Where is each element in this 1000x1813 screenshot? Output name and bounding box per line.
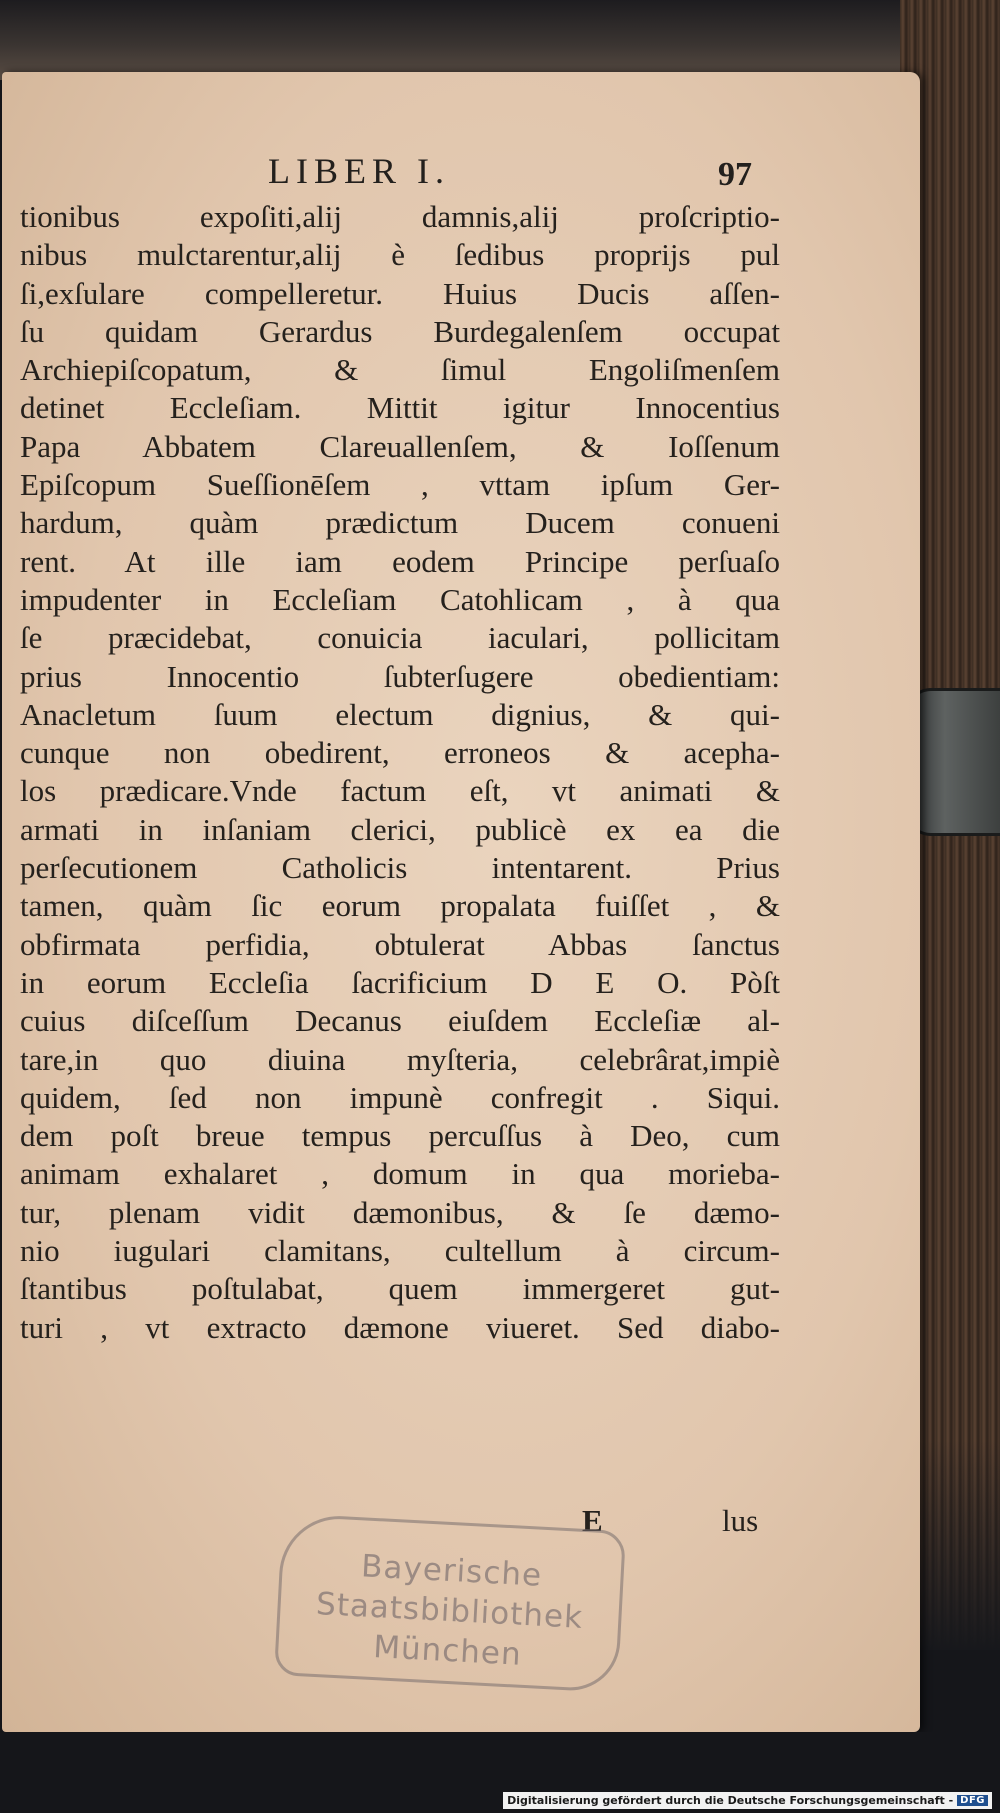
text-line: tamen, quàm ſic eorum propalata fuiſſet , & [20, 888, 780, 924]
text-line: Archiepiſcopatum, & ſimul Engoliſmenſem [20, 352, 780, 388]
page-text-block [20, 198, 780, 1347]
text-line: perſecutionem Catholicis intentarent. Prius [20, 850, 780, 886]
text-line: rent. At ille iam eodem Principe perſuaſo [20, 543, 780, 579]
text-line: Papa Abbatem Clareuallenſem, & Ioſſenum [20, 428, 780, 464]
text-line: nibus mulctarentur,alij è ſedibus proprijs pul [20, 237, 780, 273]
text-line: animam exhalaret , domum in qua morieba- [20, 1156, 780, 1192]
text-line: ſu quidam Gerardus Burdegalenſem occupat [20, 313, 780, 349]
dfg-logo-icon: DFG [957, 1795, 988, 1806]
page-header [268, 150, 788, 200]
text-line: ſtantibus poſtulabat, quem immergeret gut- [20, 1271, 780, 1307]
text-line: hardum, quàm prædictum Ducem conueni [20, 505, 780, 541]
text-line: tare,in quo diuina myſteria, celebrârat,impiè [20, 1041, 780, 1077]
text-line: Anacletum ſuum electum dignius, & qui- [20, 696, 780, 732]
text-line: prius Innocentio ſubterſugere obedientiam: [20, 658, 780, 694]
digitization-credit [503, 1792, 992, 1809]
text-line: nio iugulari clamitans, cultellum à circum- [20, 1233, 780, 1269]
running-head: LIBER I. [268, 151, 450, 191]
text-line: quidem, ſed non impunè confregit . Siqui. [20, 1079, 780, 1115]
text-line: detinet Eccleſiam. Mittit igitur Innocentius [20, 390, 780, 426]
stamp-line-1: Bayerische [360, 1548, 543, 1594]
text-line: los prædicare.Vnde factum eſt, vt animati & [20, 773, 780, 809]
text-line: in eorum Eccleſia ſacrificium D E O. Pòſt [20, 964, 780, 1000]
stamp-line-3: München [372, 1629, 523, 1673]
text-line: Epiſcopum Sueſſionēſem , vttam ipſum Ger- [20, 467, 780, 503]
library-stamp [274, 1513, 626, 1693]
credit-text: Digitalisierung gefördert durch die Deutsche Forschungsgemeinschaft - [507, 1794, 954, 1807]
text-line: cuius diſceſſum Decanus eiuſdem Eccleſiæ al- [20, 1003, 780, 1039]
stamp-line-2: Staatsbibliothek [315, 1586, 584, 1636]
text-line: tionibus expoſiti,alij damnis,alij proſcriptio- [20, 199, 780, 234]
bottom-band [0, 1732, 1000, 1813]
text-line: impudenter in Eccleſiam Catohlicam , à qua [20, 581, 780, 617]
book-top-edge [0, 0, 1000, 80]
text-line: turi , vt extracto dæmone viueret. Sed diabo- [20, 1309, 780, 1345]
text-line: ſe præcidebat, conuicia iaculari, pollicitam [20, 620, 780, 656]
page-number: 97 [718, 156, 752, 193]
text-line: armati in inſaniam clerici, publicè ex ea die [20, 811, 780, 847]
text-line: obfirmata perfidia, obtulerat Abbas ſanctus [20, 926, 780, 962]
signature-mark: E [582, 1503, 603, 1538]
text-line: tur, plenam vidit dæmonibus, & ſe dæmo- [20, 1194, 780, 1230]
catchword: lus [722, 1503, 759, 1538]
text-line: ſi,exſulare compelleretur. Huius Ducis aſſen- [20, 275, 780, 311]
text-line: dem poſt breue tempus percuſſus à Deo, cum [20, 1118, 780, 1154]
text-line: cunque non obedirent, erroneos & acepha- [20, 735, 780, 771]
